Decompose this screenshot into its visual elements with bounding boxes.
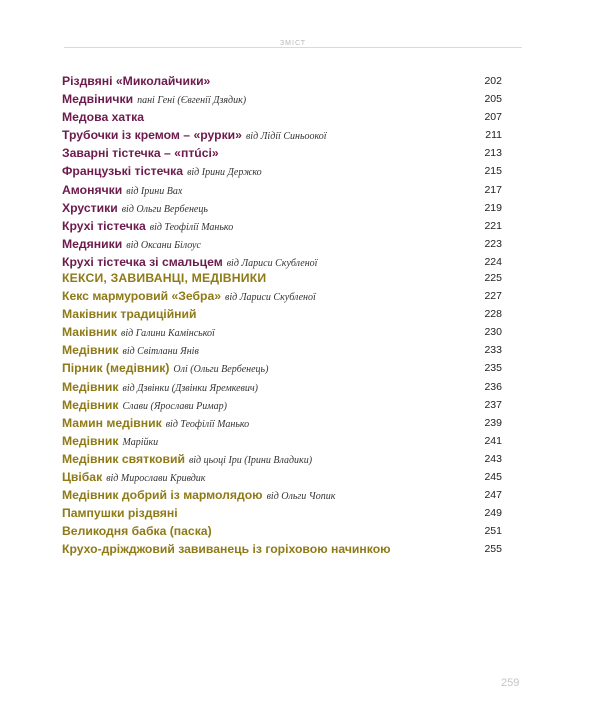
toc-entry[interactable]	[62, 72, 502, 90]
toc-entry-author: від Світлани Янів	[122, 346, 199, 358]
toc-entry-page: 236	[484, 380, 502, 393]
section-heading-page: 225	[484, 272, 502, 284]
toc-entry-author: від Оксани Білоус	[126, 239, 201, 251]
toc-entry[interactable]	[62, 341, 502, 359]
toc-entry-author: від Ольги Вербенець	[121, 203, 208, 215]
toc-entry-title: Медівник	[62, 343, 119, 358]
toc-entry-author: Слави (Ярослави Римар)	[122, 400, 227, 412]
toc-entry-page: 215	[484, 165, 502, 178]
toc-entry-page: 235	[484, 362, 502, 375]
toc-entry-page: 245	[484, 471, 502, 484]
toc-entry-title: Медяники	[62, 236, 123, 251]
toc-entry[interactable]	[62, 323, 502, 341]
toc-entry-page: 219	[484, 201, 502, 214]
toc-entry-page: 228	[484, 308, 502, 321]
toc-entry[interactable]	[62, 378, 502, 396]
toc-entry-page: 205	[484, 93, 502, 106]
toc-entry-title: Заварні тістечка – «птúсі»	[62, 146, 219, 161]
toc-entry-page: 251	[484, 525, 502, 538]
toc-entry[interactable]	[62, 468, 502, 486]
toc-entry-author: від цьоці Іри (Ірини Владики)	[188, 454, 313, 466]
toc-entry-author: від Ірини Вах	[126, 185, 183, 197]
toc-entry-author: від Лідії Синьоокої	[245, 131, 327, 143]
toc-entry-title: Крухо-дріжджовий завиванець із горіховою начинкою	[62, 542, 391, 557]
running-head-label: ЗМІСТ	[272, 40, 314, 47]
toc-entry[interactable]	[62, 305, 502, 323]
toc-entry-page: 230	[484, 326, 502, 339]
toc-entry-author: від Теофілії Манько	[165, 418, 250, 430]
toc-entry-title: Цвібак	[62, 470, 103, 485]
toc-entry[interactable]	[62, 162, 502, 180]
toc-entry-title: Амонячки	[62, 182, 123, 197]
toc-entry-page: 255	[484, 543, 502, 556]
toc-entry-page: 239	[484, 416, 502, 429]
toc-entry-title: Медівник	[62, 379, 119, 394]
toc-entry-title: Трубочки із кремом – «рурки»	[62, 128, 242, 143]
toc-entry-page: 241	[484, 434, 502, 447]
toc-entry-page: 217	[484, 183, 502, 196]
toc-entry-page: 237	[484, 398, 502, 411]
toc-entry[interactable]	[62, 108, 502, 126]
toc-section-heading[interactable]	[62, 269, 502, 287]
toc-entry[interactable]	[62, 540, 502, 558]
running-head	[64, 40, 522, 54]
toc-entry-title: Медівник святковий	[62, 451, 185, 466]
toc-entry-title: Хрустики	[62, 200, 118, 215]
toc-entry-title: Крухі тістечка	[62, 218, 146, 233]
toc-entry-title: Пампушки різдвяні	[62, 506, 178, 521]
toc-entry-author: від Мирослави Кривдик	[106, 473, 206, 485]
toc-entry-page: 221	[484, 219, 502, 232]
toc-entry-page: 249	[484, 507, 502, 520]
toc-entry-title: Різдвяні «Миколайчики»	[62, 74, 211, 88]
toc-entry-page: 211	[485, 129, 502, 142]
toc-entry-title: Кекс мармуровий «Зебра»	[62, 289, 222, 304]
toc-entry-author: від Лариси Скубленої	[225, 292, 316, 304]
toc-entry-page: 247	[484, 489, 502, 502]
toc-entry-author: Олі (Ольги Вербенець)	[173, 364, 269, 376]
toc-entry-page: 227	[484, 290, 502, 303]
toc-entry-title: Медівник добрий із мармолядою	[62, 488, 263, 503]
toc-entry[interactable]	[62, 414, 502, 432]
toc-entry[interactable]	[62, 181, 502, 199]
toc-entry[interactable]	[62, 359, 502, 377]
toc-entry-author: від Ірини Держко	[187, 167, 262, 179]
toc-entry[interactable]	[62, 90, 502, 108]
toc-entry-author: від Теофілії Манько	[149, 221, 234, 233]
toc-entry[interactable]	[62, 235, 502, 253]
toc-entry[interactable]	[62, 126, 502, 144]
toc-entry-title: Крухі тістечка зі смальцем	[62, 254, 223, 269]
toc-entry-title: Пірник (медівник)	[62, 361, 170, 376]
toc-entry-author: Марійки	[122, 436, 159, 448]
toc-entry-author: від Ольги Чопик	[266, 491, 336, 503]
toc-entry-title: Маківник	[62, 325, 118, 340]
toc-entry[interactable]	[62, 217, 502, 235]
toc-entry-page: 224	[484, 255, 502, 268]
toc-entry[interactable]	[62, 396, 502, 414]
toc-entry-title: Великодня бабка (паска)	[62, 524, 212, 539]
toc-entry-page: 213	[484, 147, 502, 160]
toc-entry-title: Маківник традиційний	[62, 307, 197, 322]
toc-section-2	[62, 269, 502, 559]
toc-entry[interactable]	[62, 486, 502, 504]
toc-entry-title: Медвінички	[62, 92, 134, 107]
toc-entry[interactable]	[62, 504, 502, 522]
toc-entry[interactable]	[62, 450, 502, 468]
toc-entry[interactable]	[62, 432, 502, 450]
page-number: 259	[501, 677, 520, 689]
toc-entry[interactable]	[62, 199, 502, 217]
running-head-rule	[64, 47, 522, 48]
toc-entry-title: Медівник	[62, 397, 119, 412]
toc-entry-title: Медова хатка	[62, 110, 145, 125]
section-heading-title: КЕКСИ, ЗАВИВАНЦІ, МЕДІВНИКИ	[62, 271, 267, 285]
toc-entry-title: Мамин медівник	[62, 415, 162, 430]
toc-entry-author: пані Гені (Євгенії Дзядик)	[137, 95, 247, 107]
toc-entry-page: 202	[484, 75, 502, 87]
toc-entry-author: від Галини Камінської	[121, 328, 215, 340]
toc-entry[interactable]	[62, 144, 502, 162]
toc-entry-title: Французькі тістечка	[62, 164, 184, 179]
toc-entry-title: Медівник	[62, 433, 119, 448]
toc-section-1	[62, 72, 502, 271]
toc-entry-page: 223	[484, 237, 502, 250]
toc-entry-page: 243	[484, 452, 502, 465]
toc-entry-page: 207	[484, 111, 502, 124]
toc-entry[interactable]	[62, 522, 502, 540]
toc-entry-page: 233	[484, 344, 502, 357]
toc-entry-author: від Лариси Скубленої	[226, 257, 318, 269]
toc-entry[interactable]	[62, 287, 502, 305]
toc-entry-author: від Дзвінки (Дзвінки Яремкевич)	[122, 382, 259, 394]
